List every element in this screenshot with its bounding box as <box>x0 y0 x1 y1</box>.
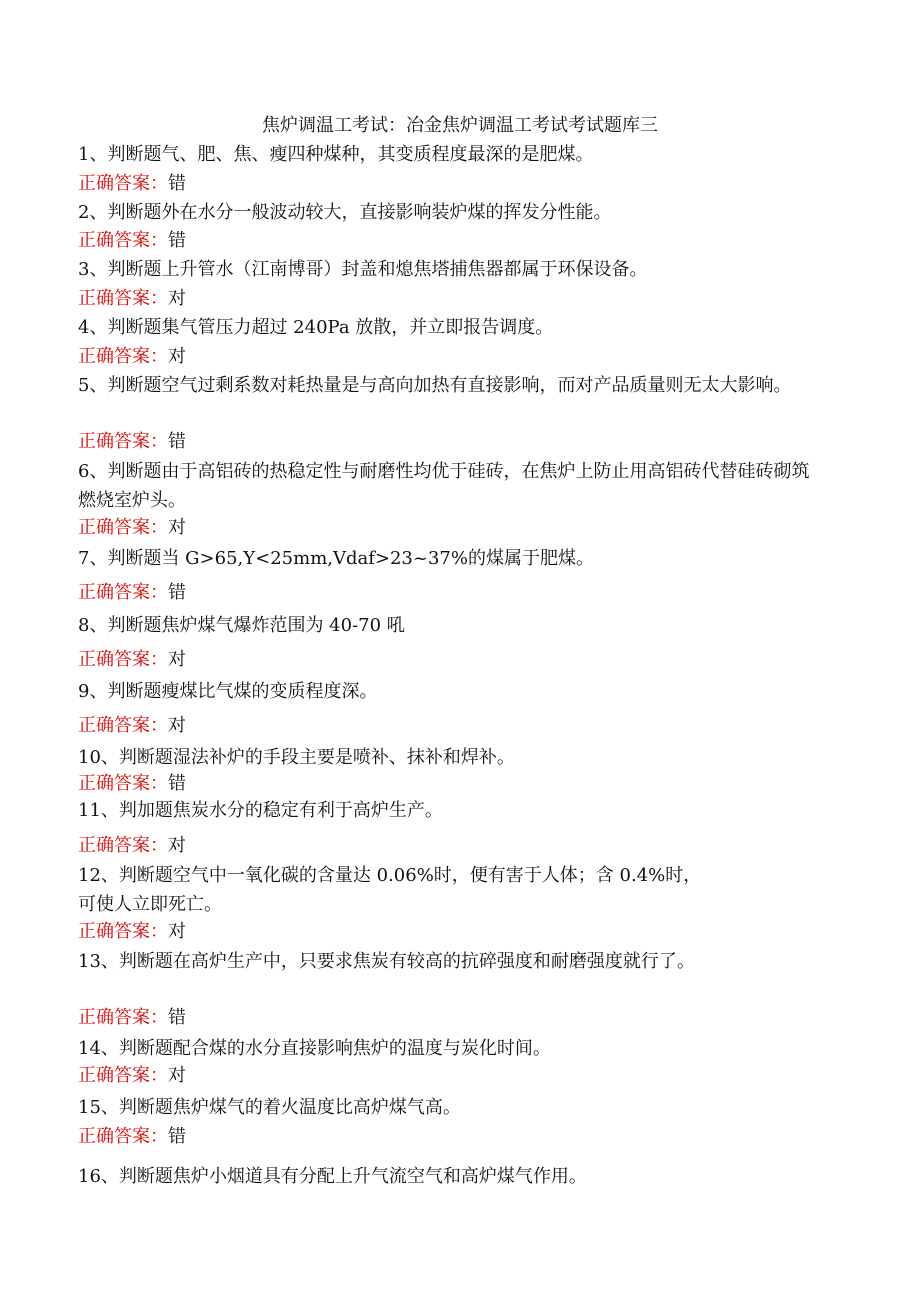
answer-label: 正确答案： <box>78 230 168 251</box>
answer-label: 正确答案： <box>78 835 168 856</box>
answer-11 <box>78 833 186 859</box>
answer-15 <box>78 1124 186 1150</box>
answer-label: 正确答案： <box>78 582 168 603</box>
question-14: 14、判断题配合煤的水分直接影响焦炉的温度与炭化时间。 <box>78 1038 551 1059</box>
answer-value: 对 <box>168 517 186 538</box>
answer-6 <box>78 515 186 541</box>
question-3: 3、判断题上升管水（江南博哥）封盖和熄焦塔捕焦器都属于环保设备。 <box>78 259 648 280</box>
answer-label: 正确答案： <box>78 715 168 736</box>
question-7: 7、判断题当 G>65,Y<25mm,Vdaf>23~37%的煤属于肥煤。 <box>78 548 594 569</box>
answer-value: 错 <box>168 582 186 603</box>
answer-value: 对 <box>168 835 186 856</box>
question-9: 9、判断题瘦煤比气煤的变质程度深。 <box>78 681 378 702</box>
answer-value: 错 <box>168 173 186 194</box>
answer-value: 对 <box>168 1065 186 1086</box>
question-8: 8、判断题焦炉煤气爆炸范围为 40-70 吼 <box>78 615 405 636</box>
answer-value: 错 <box>168 773 186 794</box>
question-6: 6、判断题由于高铝砖的热稳定性与耐磨性均优于硅砖，在焦炉上防止用高铝砖代替硅砖砌筑燃烧室炉头。 <box>78 461 810 511</box>
answer-value: 错 <box>168 230 186 251</box>
answer-value: 对 <box>168 921 186 942</box>
answer-label: 正确答案： <box>78 921 168 942</box>
answer-5 <box>78 429 186 455</box>
question-13: 13、判断题在高炉生产中，只要求焦炭有较高的抗碎强度和耐磨强度就行了。 <box>78 951 695 972</box>
page-title: 焦炉调温工考试：冶金焦炉调温工考试考试题库三 <box>262 115 658 136</box>
answer-value: 对 <box>168 649 186 670</box>
answer-12 <box>78 919 186 945</box>
answer-value: 错 <box>168 431 186 452</box>
answer-value: 错 <box>168 1126 186 1147</box>
answer-8 <box>78 647 186 673</box>
answer-1 <box>78 171 186 197</box>
answer-label: 正确答案： <box>78 649 168 670</box>
answer-label: 正确答案： <box>78 773 168 794</box>
question-11: 11、判加题焦炭水分的稳定有利于高炉生产。 <box>78 800 443 821</box>
question-2: 2、判断题外在水分一般波动较大，直接影响装炉煤的挥发分性能。 <box>78 202 612 223</box>
question-16: 16、判断题焦炉小烟道具有分配上升气流空气和高炉煤气作用。 <box>78 1166 587 1187</box>
question-1: 1、判断题气、肥、焦、瘦四种煤种，其变质程度最深的是肥煤。 <box>78 144 594 165</box>
question-15: 15、判断题焦炉煤气的着火温度比高炉煤气高。 <box>78 1097 461 1118</box>
answer-label: 正确答案： <box>78 517 168 538</box>
answer-label: 正确答案： <box>78 346 168 367</box>
question-12: 12、判断题空气中一氧化碳的含量达 0.06%时，便有害于人体；含 0.4%时，可使人立即死亡。 <box>78 865 702 915</box>
answer-label: 正确答案： <box>78 431 168 452</box>
answer-value: 对 <box>168 288 186 309</box>
answer-2 <box>78 228 186 254</box>
answer-label: 正确答案： <box>78 1126 168 1147</box>
answer-3 <box>78 286 186 312</box>
question-4: 4、判断题集气管压力超过 240Pa 放散，并立即报告调度。 <box>78 317 554 338</box>
question-10: 10、判断题湿法补炉的手段主要是喷补、抹补和焊补。 <box>78 747 515 768</box>
answer-value: 错 <box>168 1007 186 1028</box>
answer-label: 正确答案： <box>78 173 168 194</box>
answer-13 <box>78 1005 186 1031</box>
answer-label: 正确答案： <box>78 1065 168 1086</box>
answer-14 <box>78 1063 186 1089</box>
answer-4 <box>78 344 186 370</box>
answer-value: 对 <box>168 715 186 736</box>
answer-label: 正确答案： <box>78 288 168 309</box>
answer-10 <box>78 771 186 797</box>
question-5: 5、判断题空气过剩系数对耗热量是与高向加热有直接影响，而对产品质量则无太大影响。 <box>78 375 792 396</box>
answer-value: 对 <box>168 346 186 367</box>
answer-9 <box>78 713 186 739</box>
answer-7 <box>78 580 186 606</box>
answer-label: 正确答案： <box>78 1007 168 1028</box>
